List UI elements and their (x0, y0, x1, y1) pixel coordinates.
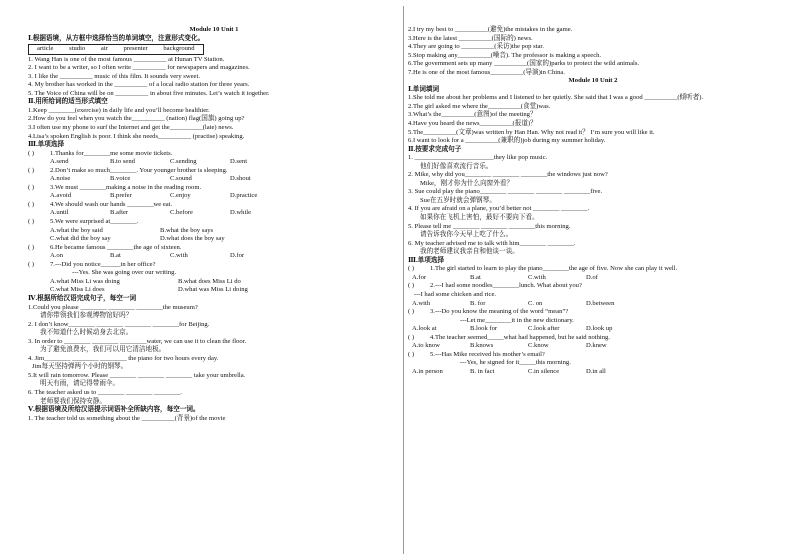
translation-question: 6. The teacher asked us to ________ ________ ________. (28, 388, 183, 396)
translation-question: 2. I don’t know________ ________ ________ ________for Beijing. (28, 320, 210, 328)
chinese-prompt: 我不知道什么时候动身去北京。 (40, 329, 133, 337)
question-line: 5. The Voice of China will be on __________ in about five minutes. Let’s watch it together. (28, 89, 270, 97)
word-box-item: article (37, 45, 54, 53)
chinese-prompt: 如果你在飞机上害怕，最好不要向下看。 (420, 214, 539, 222)
mc-options: A.with B. for C. on D.between (412, 299, 615, 307)
dialogue-line: ---Yes, he signed for it_____this morning. (460, 359, 571, 367)
question-line: 3.What’s the__________(意图)of the meeting？ (408, 111, 537, 119)
mc-question: ( ) 1.The girl started to learn to play the piano________the age of five. Now she can play it well. (408, 265, 678, 273)
translation-question: 6. My teacher advised me to talk with him________ ________. (408, 239, 576, 247)
question-line: 1. The teacher told us something about the __________(背景)of the movie (28, 414, 226, 422)
dialogue-line: ---I had some chicken and rice. (414, 290, 497, 298)
column-divider (403, 6, 404, 554)
page-title: Module 10 Unit 1 (189, 26, 239, 33)
unit-title: Module 10 Unit 2 (568, 77, 618, 85)
question-line: 1.She told me about her problems and I listened to her quietly. She said that I was a good __________(倾听者). (408, 94, 704, 102)
mc-question: ( ) 2.---I had some noodles________lunch. What about you? (408, 282, 582, 290)
mc-options: A.what Miss Li was doing B.what does Miss Li do (50, 277, 241, 285)
translation-question: 4. Jim________ ________ ________ the piano for two hours every day. (28, 354, 219, 362)
section-2-heading: Ⅱ.用所给词的适当形式填空 (28, 98, 108, 106)
section-3-heading: Ⅲ.单项选择 (408, 256, 445, 264)
chinese-prompt: 他们好像喜欢流行音乐。 (420, 162, 493, 170)
chinese-prompt: 我的老师建议我亲自和他谈一谈。 (420, 248, 519, 256)
question-line: 1. Wang Han is one of the most famous __________ at Hunan TV Station. (28, 55, 225, 63)
left-column (28, 0, 400, 560)
question-line: 4.Lisa’s spoken English is poor. I think she needs__________ (practise) speaking. (28, 132, 245, 140)
translation-question: 3. Sue could play the piano________ ________ ________ ________five. (408, 188, 603, 196)
chinese-prompt: Jim每天坚持弹两个小时的钢琴。 (32, 363, 128, 371)
translation-question: 5.It will rain tomorrow. Please ________ ________ ________ take your umbrella. (28, 371, 246, 379)
mc-question: ( ) 1.Thanks for________me some movie tickets. (28, 149, 173, 157)
question-line: 4.Have you heard the news__________(报道)？ (408, 120, 537, 128)
mc-options: A.on B.at C.with D.for (50, 252, 245, 260)
mc-options: A.in person B. in fact C.in silence D.in all (412, 367, 606, 375)
chinese-prompt: 明天有雨，请记得带雨伞。 (40, 380, 120, 388)
mc-options: A.look at B.look for C.look after D.look up (412, 325, 613, 333)
word-box-item: background (163, 45, 195, 53)
mc-options: A.to know B.knows C.know D.knew (412, 342, 607, 350)
question-line: 2.How do you feel when you watch the__________ (nation) flag(国旗) going up? (28, 115, 245, 123)
mc-question: ( ) 5.---Has Mike received his mother’s email? (408, 350, 545, 358)
question-line: 2. I want to be a writer, so I often write __________ for newspapers and magazines. (28, 64, 250, 72)
chinese-prompt: 为了避免浪费水，我们可以用它清洁地板。 (40, 346, 166, 354)
question-line: 3.I often use my phone to surf the Internet and get the__________(late) news. (28, 124, 234, 132)
question-line: 4. My brother has worked in the __________ of a local radio station for three years. (28, 81, 250, 89)
section-5-heading: Ⅴ.根据语境及所给汉语提示词语补全所缺内容，每空一词。 (28, 406, 200, 414)
mc-question: ( ) 3.---Do you know the meaning of the word “mean”? (408, 308, 569, 316)
mc-question: ( ) 4.The teacher seemed_____what had happened, but he said nothing. (408, 333, 610, 341)
mc-options: A.until B.after C.before D.while (50, 209, 252, 217)
mc-options: A.what the boy said B.what the boy says (50, 226, 214, 234)
mc-options: C.what did the boy say D.what does the boy say (50, 235, 225, 243)
question-line: 2.I try my best to __________(避免)the mistakes in the game. (408, 26, 573, 33)
mc-question: ( ) 3.We must ________making a noise in the reading room. (28, 183, 202, 191)
question-line: 5.The__________(文章)was written by Han Han. Why not read it？ I’m sure you will like it. (408, 128, 655, 136)
word-box-item: studio (69, 45, 86, 53)
right-column (408, 0, 778, 560)
question-line: 5.Stop making any__________(噪音). The professor is making a speech. (408, 51, 602, 59)
section-3-heading: Ⅲ.单项选择 (28, 141, 65, 149)
section-2-heading: Ⅱ.按要求完成句子 (408, 145, 462, 153)
word-box-item: presenter (123, 45, 148, 53)
word-box (28, 44, 204, 55)
question-line: 3. I like the __________ music of this film. It sounds very sweet. (28, 72, 200, 80)
word-box-item: air (100, 45, 108, 53)
mc-options: A.avoid B.prefer C.enjoy D.practice (50, 192, 258, 200)
mc-question: ( ) 5.We were surprised at________. (28, 218, 139, 226)
chinese-prompt: 请告诉我你今天早上吃了什么。 (420, 231, 513, 239)
question-line: 6.I want to look for a __________(兼职的)job during my summer holiday. (408, 137, 606, 145)
chinese-prompt: Mike，刚才你为什么向窗外看？ (420, 179, 514, 187)
mc-question: ( ) 4.We should wash our hands ________we eat. (28, 200, 173, 208)
chinese-prompt: 老师要我们保持安静。 (40, 397, 106, 405)
mc-options: A.noise B.voice C.sound D.shout (50, 175, 251, 183)
translation-question: 1.Could you please ________ ________ ________the museum? (28, 303, 198, 311)
translation-question: 4. If you are afraid on a plane, you’d better not ________ ________. (408, 205, 590, 213)
question-line: 1.Keep ________(exercise) in daily life and you’ll become healthier. (28, 106, 210, 114)
mc-question: ( ) 6.He became famous ________the age of sixteen. (28, 243, 182, 251)
mc-options: A.send B.to send C.sending D.sent (50, 158, 248, 166)
question-line: 3.Here is the latest __________(国际的) news. (408, 34, 533, 42)
question-line: 4.They are going to __________(采访)the pop star. (408, 43, 544, 51)
translation-question: 2. Mike, why did you________ ________ ________the windows just now? (408, 171, 608, 179)
mc-options: C.what Miss Li does D.what was Miss Li doing (50, 286, 248, 294)
section-4-heading: Ⅳ.根据所给汉语完成句子，每空一词 (28, 294, 137, 302)
mc-question: ( ) 2.Don’t make so much________. Your younger brother is sleeping. (28, 166, 228, 174)
dialogue-line: ---Yes. She was going over our writing. (72, 269, 177, 277)
section-1-heading: Ⅰ.单词填词 (408, 85, 440, 93)
chinese-prompt: Sue在五岁时就会弹钢琴。 (420, 196, 496, 204)
question-line: 2.The girl asked me where the__________(食堂)was. (408, 102, 551, 110)
translation-question: 1. ________________________they like pop music. (408, 154, 548, 162)
question-line: 7.He is one of the most famous__________(导演)in China. (408, 68, 565, 76)
section-1-heading: Ⅰ.根据语境，从方框中选择恰当的单词填空，注意形式变化。 (28, 34, 205, 42)
dialogue-line: ---Let me________it in the new dictionary. (460, 316, 574, 324)
chinese-prompt: 请你带领我们参观博物馆好吗？ (40, 312, 133, 320)
translation-question: 5. Please tell me ________ ________ ________this morning. (408, 222, 571, 230)
question-line: 6.The government sets up many __________(国家的)parks to protect the wild animals. (408, 60, 640, 68)
mc-options: A.for B.at C.with D.of (412, 273, 598, 281)
translation-question: 3. In order to ________ ________ ________water, we can use it to clean the floor. (28, 337, 247, 345)
mc-question: ( ) 7.---Did you notice______in her office? (28, 260, 156, 268)
